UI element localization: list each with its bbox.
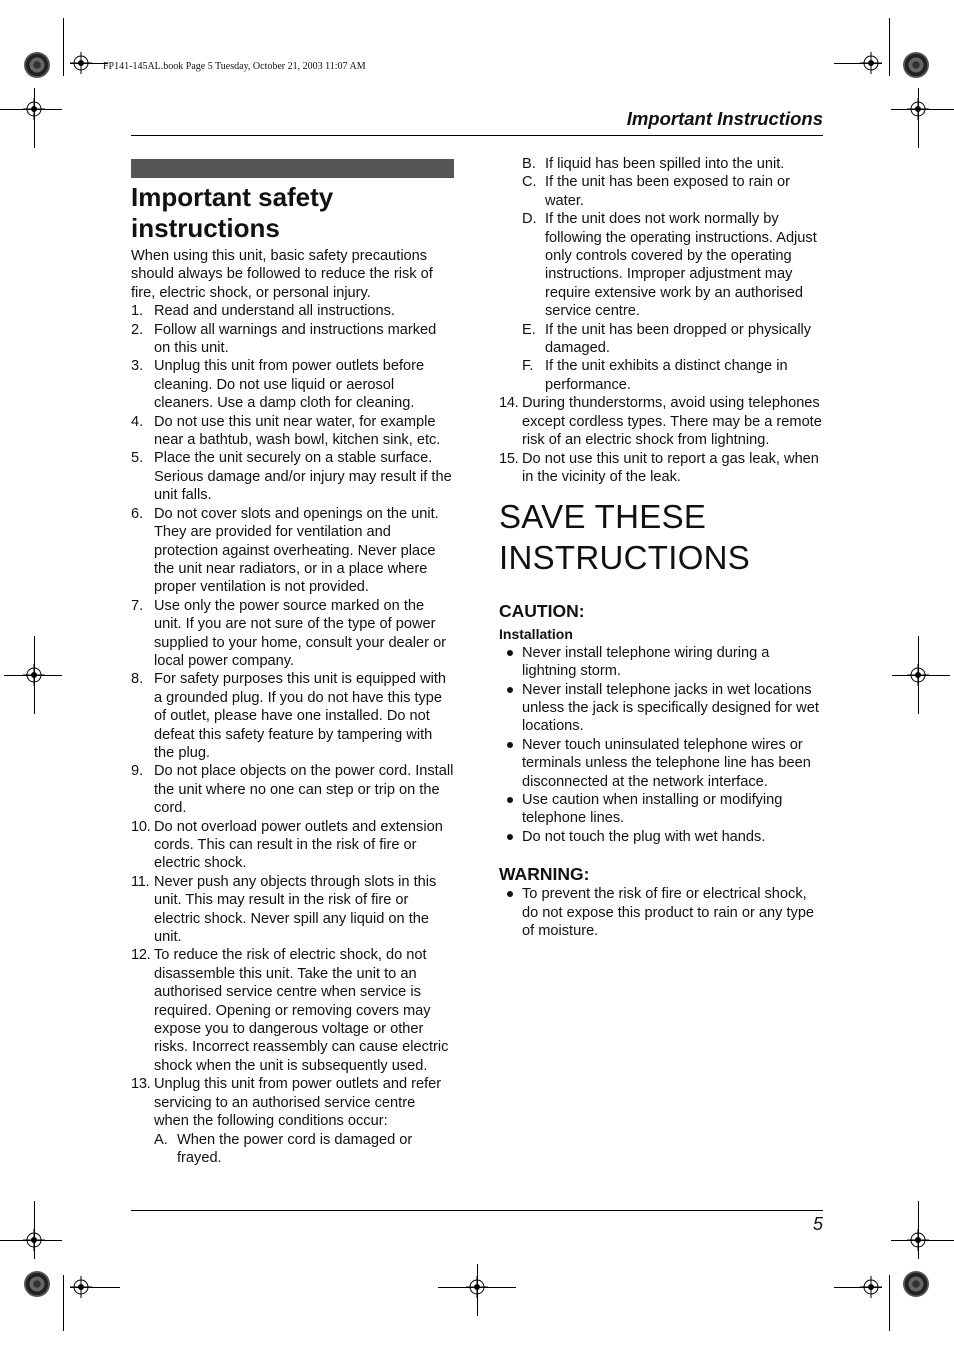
crop-line <box>889 1275 890 1331</box>
section-title: Important safety instructions <box>131 182 334 243</box>
crop-line <box>438 1287 516 1288</box>
list-item: 15. Do not use this unit to report a gas leak, when in the vicinity of the leak. <box>499 450 819 485</box>
footer-rule <box>131 1210 823 1211</box>
list-item: 2. Follow all warnings and instructions marked on this unit. <box>131 321 437 357</box>
crop-line <box>63 18 64 76</box>
list-item: 1. Read and understand all instructions. <box>131 303 395 320</box>
crop-line <box>0 1240 62 1241</box>
save-instructions-heading: SAVE THESE INSTRUCTIONS <box>499 498 751 577</box>
section-bar <box>131 159 454 178</box>
list-item: 6. Do not cover slots and openings on the unit. They are provided for ventilation and protection against overheating. Never place the unit near radiators, or in a place where proper ventilation is not provided. <box>131 505 439 596</box>
warning-heading: WARNING: <box>499 864 590 885</box>
crop-line <box>0 109 62 110</box>
color-target-icon <box>903 52 929 78</box>
left-column <box>131 159 454 1167</box>
condition-list <box>154 1131 454 1168</box>
list-item: 14. During thunderstorms, avoid using telephones except cordless types. There may be a remote risk of an electric shock from lightning. <box>499 395 822 449</box>
crop-line <box>34 88 35 148</box>
list-item: 9. Do not place objects on the power cord. Install the unit where no one can step or trip on the cord. <box>131 763 454 817</box>
list-item: 8. For safety purposes this unit is equipped with a grounded plug. If you do not have this type of outlet, please have one installed. Do not defeat this safety feature by tampering with the plug. <box>131 671 447 761</box>
instruction-list-continued <box>499 394 823 486</box>
bullet-item: Never install telephone jacks in wet locations unless the jack is specifically designed for wet locations. <box>499 681 823 736</box>
crop-line <box>834 63 882 64</box>
header-rule <box>131 135 823 136</box>
crop-line <box>63 1275 64 1331</box>
color-target-icon <box>24 1271 50 1297</box>
condition-item: A. When the power cord is damaged or frayed. <box>154 1131 413 1166</box>
crop-line <box>834 1287 882 1288</box>
color-target-icon <box>903 1271 929 1297</box>
page-number: 5 <box>812 1214 823 1234</box>
bullet-item: Do not touch the plug with wet hands. <box>499 828 823 846</box>
right-column <box>499 155 823 940</box>
crop-line <box>891 1240 954 1241</box>
bullet-item: Never touch uninsulated telephone wires or terminals unless the telephone line has been disconnected at the network interface. <box>499 736 823 791</box>
crop-line <box>477 1264 478 1316</box>
print-header: FP141-145AL.book Page 5 Tuesday, October 21, 2003 11:07 AM <box>103 61 366 72</box>
crop-line <box>918 1201 919 1259</box>
list-item: 5. Place the unit securely on a stable surface. Serious damage and/or injury may result if the unit falls. <box>131 450 452 504</box>
installation-heading: Installation <box>499 626 573 643</box>
crop-line <box>889 18 890 76</box>
condition-item: E. If the unit has been dropped or physically damaged. <box>522 321 812 357</box>
list-item: 7. Use only the power source marked on the unit. If you are not sure of the type of power supplied to your home, consult your dealer or local power company. <box>131 597 447 669</box>
running-title: Important Instructions <box>626 108 823 129</box>
condition-item: C. If the unit has been exposed to rain or water. <box>522 174 791 209</box>
caution-list <box>499 644 823 846</box>
list-item: 3. Unplug this unit from power outlets before cleaning. Do not use liquid or aerosol cleaners. Use a damp cloth for cleaning. <box>131 358 425 412</box>
crop-line <box>891 109 954 110</box>
condition-item: B. If liquid has been spilled into the unit. <box>522 156 785 172</box>
crop-line <box>4 675 62 676</box>
bullet-item: To prevent the risk of fire or electrical shock, do not expose this product to rain or any type of moisture. <box>499 885 823 940</box>
condition-item: F. If the unit exhibits a distinct change in performance. <box>522 358 788 393</box>
instruction-list <box>131 302 454 1167</box>
bullet-item: Use caution when installing or modifying telephone lines. <box>499 791 823 828</box>
crop-line <box>70 1287 120 1288</box>
caution-heading: CAUTION: <box>499 601 585 622</box>
color-target-icon <box>24 52 50 78</box>
list-item: 4. Do not use this unit near water, for example near a bathtub, wash bowl, kitchen sink, etc. <box>131 413 441 449</box>
condition-list-continued <box>499 155 823 394</box>
crop-line <box>34 1201 35 1259</box>
condition-item: D. If the unit does not work normally by following the operating instructions. Adjust only controls covered by the operating instructions. Improper adjustment may require extensive work by an authorised service centre. <box>522 211 817 320</box>
bullet-item: Never install telephone wiring during a lightning storm. <box>499 644 823 681</box>
list-item: 10. Do not overload power outlets and extension cords. This can result in the risk of fire or electric shock. <box>131 818 443 872</box>
warning-list <box>499 885 823 940</box>
list-item: 11. Never push any objects through slots in this unit. This may result in the risk of fire or electric shock. Never spill any liquid on the unit. <box>131 873 437 946</box>
intro-paragraph: When using this unit, basic safety precautions should always be followed to reduce the risk of fire, electric shock, or personal injury. <box>131 248 433 301</box>
crop-line <box>892 675 950 676</box>
list-item: 13. Unplug this unit from power outlets and refer servicing to an authorised service centre when the following conditions occur: A. When the power cord is damaged or frayed. <box>131 1075 454 1167</box>
crop-line <box>918 88 919 148</box>
list-item: 12. To reduce the risk of electric shock, do not disassemble this unit. Take the unit to an authorised service centre when service is required. Opening or removing covers may expose you to dangerous voltage or other risks. Incorrect reassembly can cause electric shock when the unit is subsequently used. <box>131 947 449 1074</box>
